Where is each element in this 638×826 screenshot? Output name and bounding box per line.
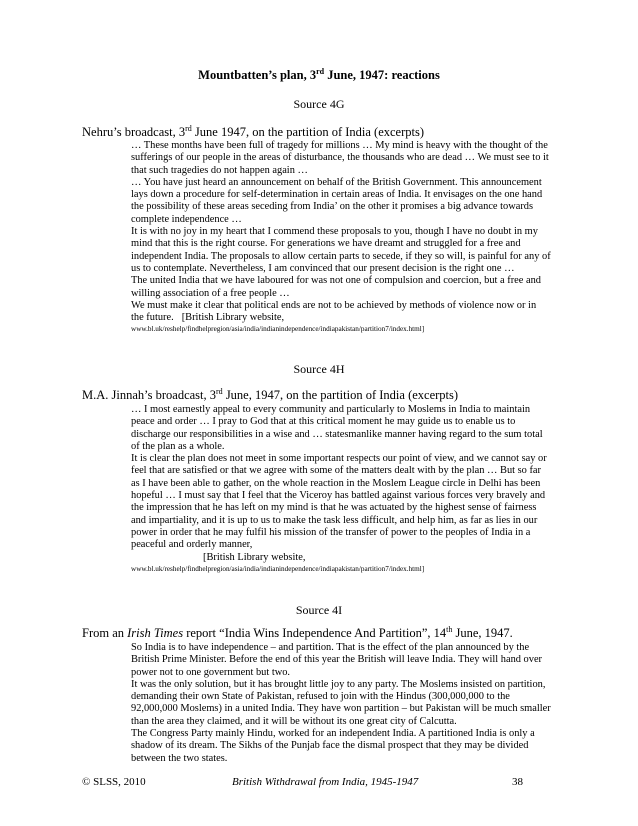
source-4i-label: Source 4I	[295, 603, 343, 617]
footer-title: British Withdrawal from India, 1945-1947	[232, 776, 419, 788]
paragraph: The united India that we have laboured for was not one of compulsion and coercion, but a free and willing association of a free people …	[131, 275, 541, 299]
source-4h-body	[131, 404, 551, 575]
source-4g-body	[131, 140, 551, 335]
page-number: 38	[512, 776, 523, 788]
paragraph: … I most earnestly appeal to every community and particularly to Moslems in India to maintain peace and order … I pray to God that at this critical moment he may guide us to enable us to discharge our responsibilities in a wise and … statesmanlike manner having regard to the sum total of the plan as a whole.	[131, 404, 543, 452]
source-4g-heading: Nehru’s broadcast, 3rd June 1947, on the partition of India (excerpts)	[82, 123, 425, 139]
source-4h-heading: M.A. Jinnah’s broadcast, 3rd June, 1947, on the partition of India (excerpts)	[82, 386, 459, 402]
paragraph: … You have just heard an announcement on behalf of the British Government. This announcement lays down a procedure for self-determination in certain areas of India. It envisages on the one hand the possibility of these areas seceding from India’ on the other it promises a big advance towards complete independence …	[131, 176, 543, 225]
source-4i-body	[131, 642, 551, 765]
paragraph: We must make it clear that political ends are not to be achieved by methods of violence now or in the future. [British Library website,	[131, 299, 537, 324]
paragraph: It is clear the plan does not meet in some important respects our point of view, and we cannot say or feel that are satisfied or that we agree with some of the matters dealt with by the plan … But so far as I have been able to gather, on the whole reaction in the Moslem League circle in Delhi has been hopeful … I must say that I feel that the Viceroy has battled against various forces very bravely and the impression that he has left on my mind is that he was actuated by the highest sense of fairness and impartiality, and it is up to us to make the task less difficult, and help him, as far as lies in our power in order that he may fulfil his mission of the transfer of power to the peoples of India in a peaceful and orderly manner,	[131, 453, 547, 551]
paragraph: It is with no joy in my heart that I commend these proposals to you, though I have no doubt in my mind that this is the right course. For generations we have dreamt and struggled for a free and independent India. The proposals to allow certain parts to secede, if they so will, is painful for any of us to contemplate. Nevertheless, I am convinced that our present decision is the right one …	[131, 226, 551, 274]
paragraph: It was the only solution, but it has brought little joy to any party. The Moslems insisted on partition, demanding their own State of Pakistan, refused to join with the Hindus (300,000,000 to the 92,000,000 Moslems) in a united India. They have won partition – but Pakistan will be much smaller than the area they claimed, and it will be without its one great city of Calcutta.	[131, 678, 551, 727]
page-title: Mountbatten’s plan, 3rd June, 1947: reactions	[198, 66, 440, 82]
paragraph: So India is to have independence – and partition. That is the effect of the plan announced by the British Prime Minister. Before the end of this year the British will leave India. They will hand over power not to one government but two.	[131, 642, 543, 678]
citation: [British Library website,	[203, 551, 306, 563]
paragraph: … These months have been full of tragedy for millions … My mind is heavy with the thought of the sufferings of our people in the areas of disturbance, the thousands who are dead … We must see to it that such tragedies do not happen again …	[131, 140, 549, 176]
source-4g-label: Source 4G	[293, 97, 345, 111]
source-4i-heading: From an Irish Times report “India Wins Independence And Partition”, 14th June, 1947.	[82, 624, 513, 640]
source-url: www.bl.uk/reshelp/findhelpregion/asia/india/indianindependence/indiapakistan/partition7/index.html]	[131, 564, 425, 573]
source-4h-label: Source 4H	[293, 362, 345, 376]
source-url: www.bl.uk/reshelp/findhelpregion/asia/india/indianindependence/indiapakistan/partition7/index.html]	[131, 325, 425, 334]
footer-copyright: © SLSS, 2010	[82, 776, 146, 788]
paragraph: The Congress Party mainly Hindu, worked for an independent India. A partitioned India is only a shadow of its dream. The Sikhs of the Punjab face the dismal prospect that they may be divided between the two states.	[131, 728, 535, 764]
citation: [British Library website,	[181, 312, 285, 324]
